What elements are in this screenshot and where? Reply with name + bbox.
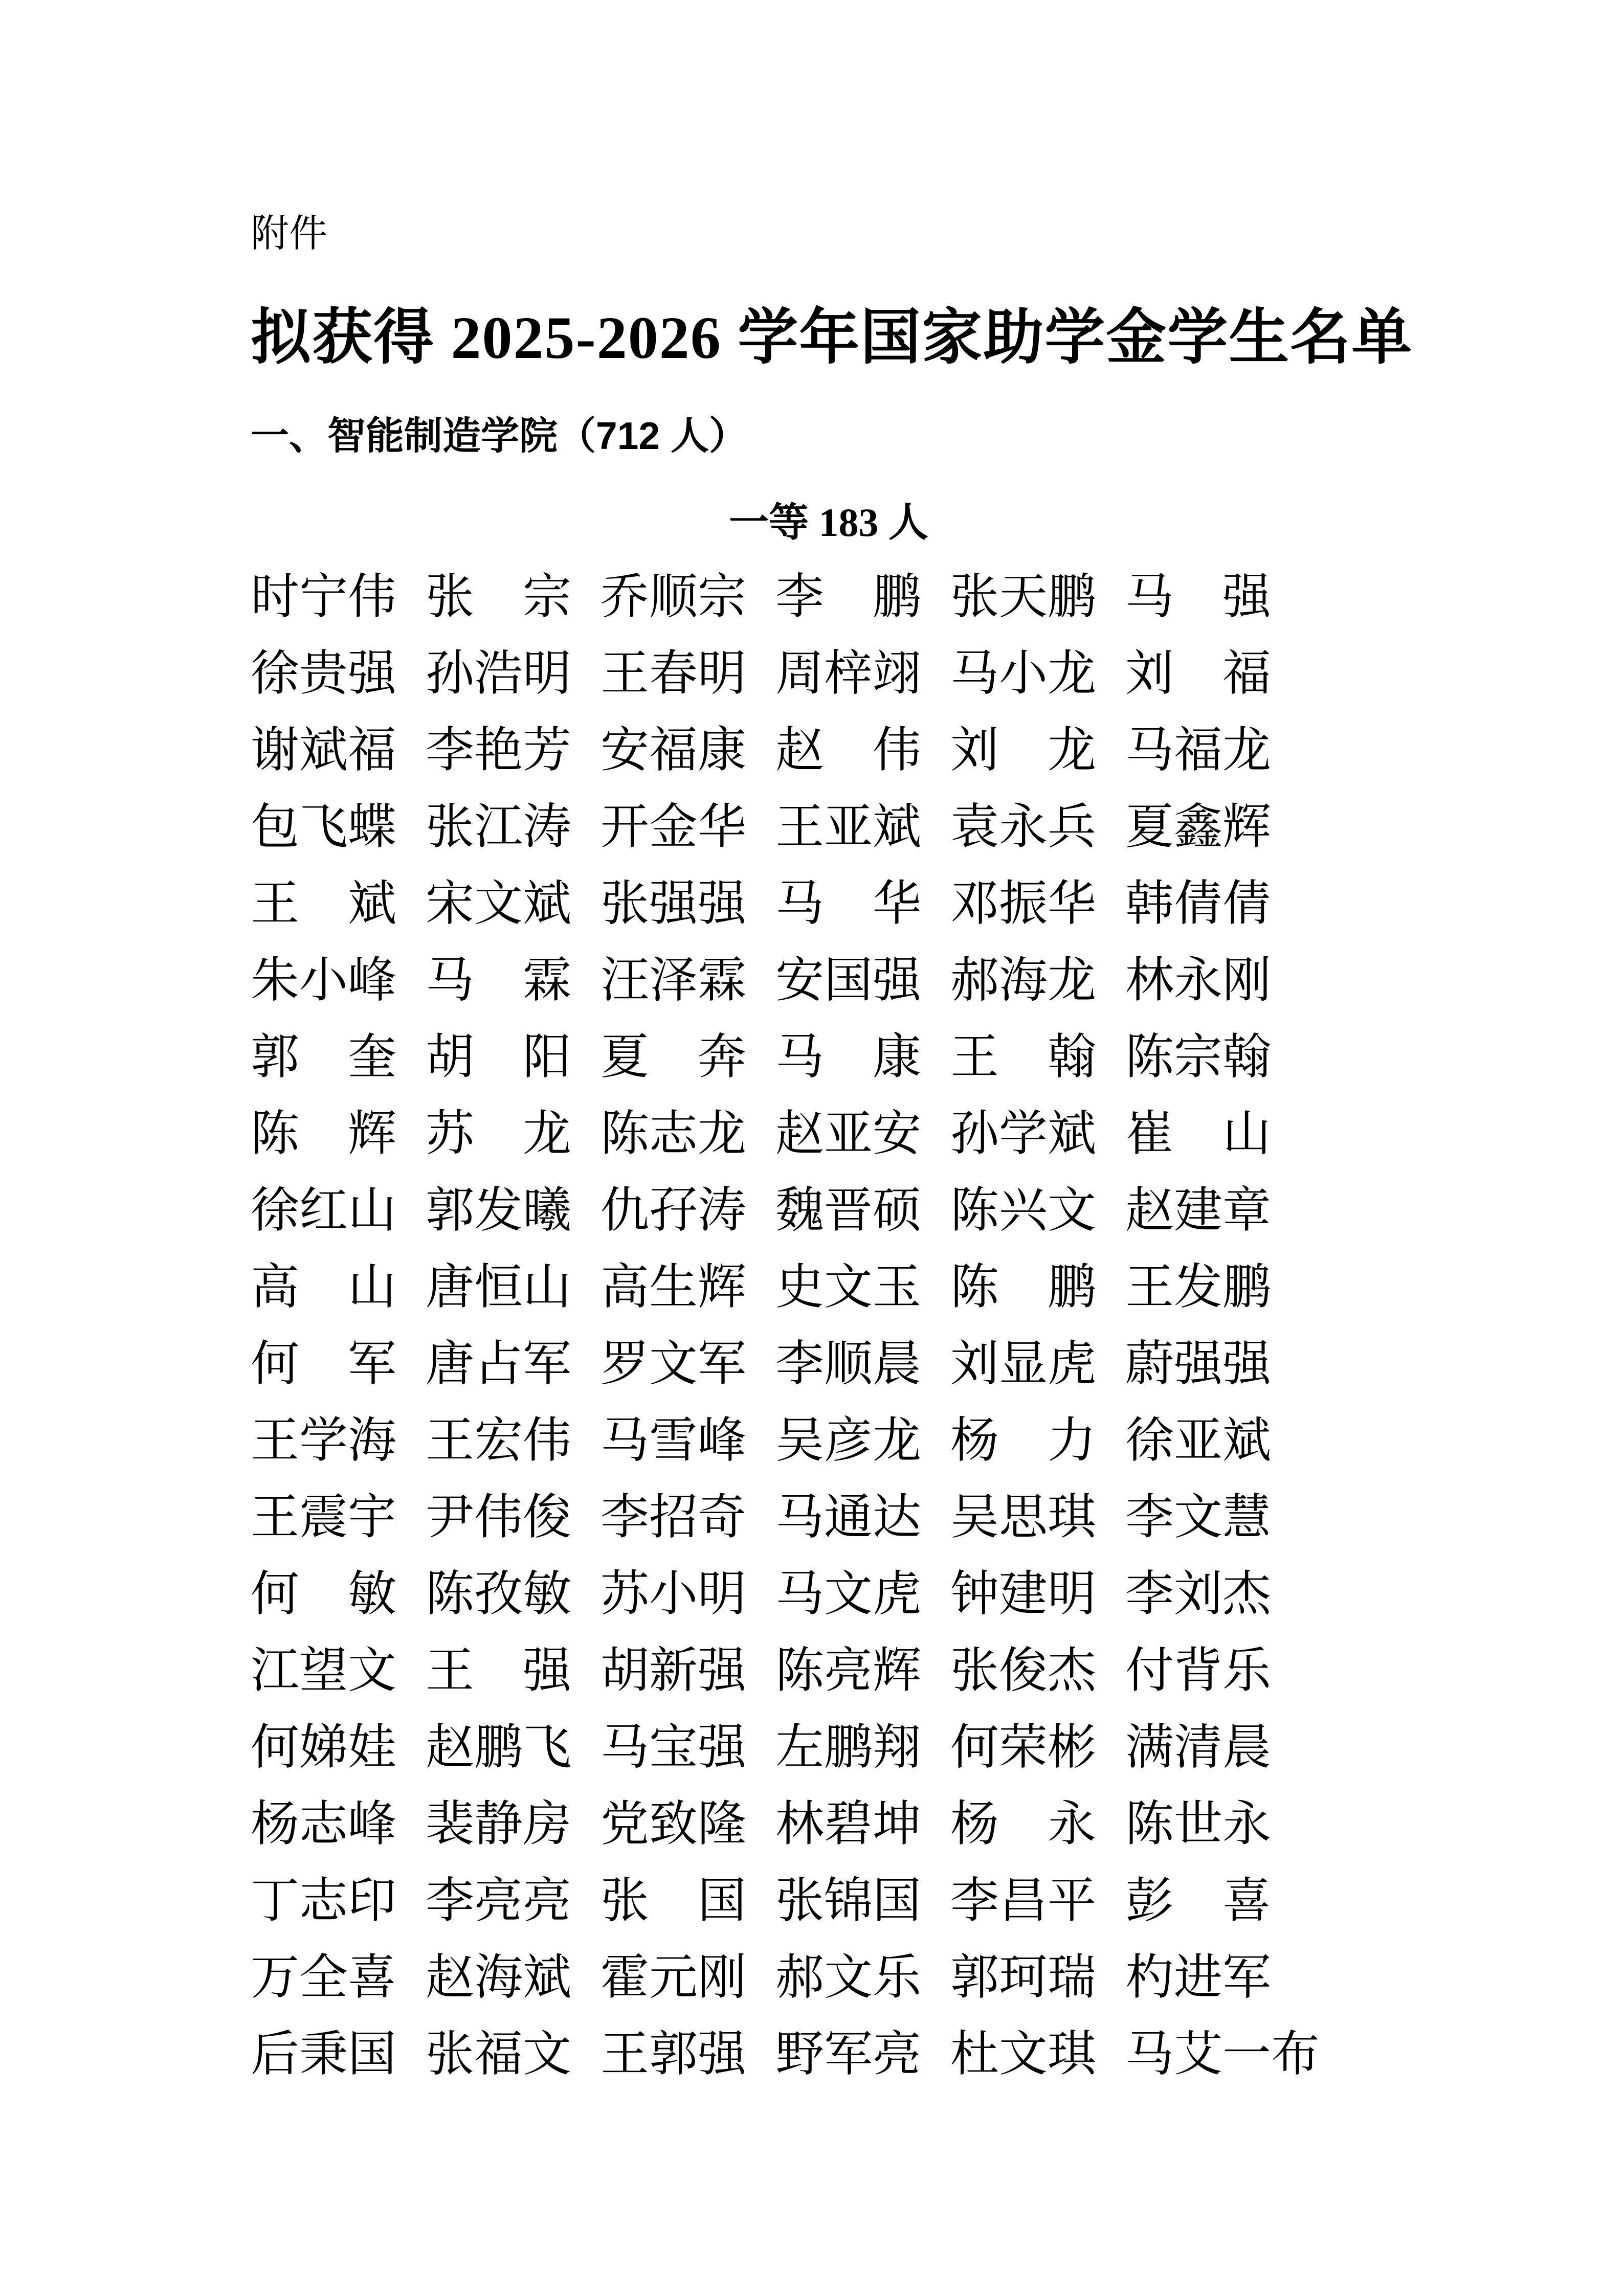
student-name: 赵鹏飞 bbox=[426, 1720, 572, 1775]
roster-row bbox=[251, 2016, 1407, 2092]
student-name: 张福文 bbox=[426, 2027, 572, 2082]
student-name: 吴思琪 bbox=[950, 1490, 1097, 1545]
student-name: 李鹏 bbox=[775, 570, 921, 624]
student-name: 王强 bbox=[426, 1644, 571, 1698]
student-name: 汪泽霖 bbox=[600, 953, 747, 1008]
student-name: 徐红山 bbox=[251, 1183, 397, 1238]
student-name: 王宏伟 bbox=[426, 1413, 572, 1468]
roster-row bbox=[251, 1402, 1407, 1479]
student-name: 林永刚 bbox=[1125, 953, 1272, 1008]
student-name: 李文慧 bbox=[1125, 1490, 1272, 1545]
student-name: 韩倩倩 bbox=[1125, 876, 1272, 931]
student-name: 李艳芳 bbox=[426, 723, 572, 778]
student-name: 高生辉 bbox=[600, 1260, 747, 1315]
student-name: 陈亮辉 bbox=[775, 1644, 922, 1698]
student-name: 夏鑫辉 bbox=[1125, 800, 1272, 854]
student-name: 马强 bbox=[1125, 570, 1271, 624]
student-name: 陈辉 bbox=[251, 1107, 396, 1161]
student-name: 苏龙 bbox=[426, 1107, 571, 1161]
student-name: 刘福 bbox=[1125, 646, 1271, 701]
student-name: 安国强 bbox=[775, 953, 922, 1008]
tier-heading: 一等 183 人 bbox=[728, 500, 928, 545]
student-name: 宋文斌 bbox=[426, 876, 572, 931]
student-name: 何娣娃 bbox=[251, 1720, 397, 1775]
student-name: 李刘杰 bbox=[1125, 1567, 1272, 1622]
student-name: 杨永 bbox=[950, 1797, 1096, 1852]
roster-row bbox=[251, 1172, 1407, 1249]
student-name: 王翰 bbox=[950, 1030, 1096, 1085]
student-name: 郝文乐 bbox=[775, 1950, 922, 2005]
roster-row bbox=[251, 712, 1407, 789]
section-heading: 一、智能制造学院（712 人） bbox=[251, 414, 747, 457]
student-name: 孙浩明 bbox=[426, 646, 572, 701]
student-name: 孙学斌 bbox=[950, 1107, 1097, 1161]
document-content bbox=[251, 213, 1413, 2092]
roster-row bbox=[251, 1939, 1407, 2016]
student-name: 王发鹏 bbox=[1125, 1260, 1272, 1315]
student-name: 胡新强 bbox=[600, 1644, 747, 1698]
roster-row bbox=[251, 558, 1407, 635]
student-name: 杨力 bbox=[950, 1413, 1096, 1468]
student-name: 陈宗翰 bbox=[1125, 1030, 1272, 1085]
student-name: 王春明 bbox=[600, 646, 747, 701]
student-name: 马艾一布 bbox=[1125, 2027, 1320, 2082]
student-name: 蔚强强 bbox=[1125, 1337, 1272, 1391]
student-name: 徐贵强 bbox=[251, 646, 397, 701]
student-name: 霍元刚 bbox=[600, 1950, 747, 2005]
student-name: 史文玉 bbox=[775, 1260, 922, 1315]
roster-row bbox=[251, 1709, 1407, 1786]
student-name: 马文虎 bbox=[775, 1567, 922, 1622]
student-name: 魏晋硕 bbox=[775, 1183, 922, 1238]
student-name: 王斌 bbox=[251, 876, 396, 931]
student-name: 付背乐 bbox=[1125, 1644, 1272, 1698]
student-name: 郝海龙 bbox=[950, 953, 1097, 1008]
student-name: 赵亚安 bbox=[775, 1107, 922, 1161]
student-name: 左鹏翔 bbox=[775, 1720, 922, 1775]
student-name: 野军亮 bbox=[775, 2027, 922, 2082]
student-name: 周梓翊 bbox=[775, 646, 922, 701]
student-name: 郭发曦 bbox=[426, 1183, 572, 1238]
student-name: 杓进军 bbox=[1125, 1950, 1272, 2005]
roster-row bbox=[251, 1325, 1407, 1402]
student-name: 唐恒山 bbox=[426, 1260, 572, 1315]
student-name: 刘龙 bbox=[950, 723, 1096, 778]
student-name: 张俊杰 bbox=[950, 1644, 1097, 1698]
student-name: 高山 bbox=[251, 1260, 396, 1315]
student-name: 万全喜 bbox=[251, 1950, 397, 2005]
student-name: 马康 bbox=[775, 1030, 921, 1085]
student-name: 钟建明 bbox=[950, 1567, 1097, 1622]
student-name: 何军 bbox=[251, 1337, 396, 1391]
student-name: 赵伟 bbox=[775, 723, 921, 778]
student-name: 马小龙 bbox=[950, 646, 1097, 701]
student-name: 林碧坤 bbox=[775, 1797, 922, 1852]
student-name: 王亚斌 bbox=[775, 800, 922, 854]
student-name: 杜文琪 bbox=[950, 2027, 1097, 2082]
student-name: 夏奔 bbox=[600, 1030, 746, 1085]
student-name: 郭奎 bbox=[251, 1030, 396, 1085]
student-name: 邓振华 bbox=[950, 876, 1097, 931]
roster-row bbox=[251, 1862, 1407, 1939]
student-name: 尹伟俊 bbox=[426, 1490, 572, 1545]
student-name: 杨志峰 bbox=[251, 1797, 397, 1852]
roster-row bbox=[251, 1786, 1407, 1862]
roster-row bbox=[251, 1095, 1407, 1172]
student-name: 丁志印 bbox=[251, 1874, 397, 1928]
student-name: 谢斌福 bbox=[251, 723, 397, 778]
student-name: 袁永兵 bbox=[950, 800, 1097, 854]
student-name: 马福龙 bbox=[1125, 723, 1272, 778]
student-name: 陈鹏 bbox=[950, 1260, 1096, 1315]
student-name: 陈志龙 bbox=[600, 1107, 747, 1161]
student-name: 何荣彬 bbox=[950, 1720, 1097, 1775]
student-name: 后秉国 bbox=[251, 2027, 397, 2082]
student-name: 吴彦龙 bbox=[775, 1413, 922, 1468]
student-name: 乔顺宗 bbox=[600, 570, 747, 624]
student-name: 彭喜 bbox=[1125, 1874, 1271, 1928]
student-name: 陈兴文 bbox=[950, 1183, 1097, 1238]
student-name: 马通达 bbox=[775, 1490, 922, 1545]
student-name: 陈孜敏 bbox=[426, 1567, 572, 1622]
student-name: 张江涛 bbox=[426, 800, 572, 854]
student-name: 李亮亮 bbox=[426, 1874, 572, 1928]
student-name: 党致隆 bbox=[600, 1797, 747, 1852]
student-name: 徐亚斌 bbox=[1125, 1413, 1272, 1468]
student-name: 仇孖涛 bbox=[600, 1183, 747, 1238]
roster-row bbox=[251, 942, 1407, 1019]
student-name: 罗文军 bbox=[600, 1337, 747, 1391]
student-name: 开金华 bbox=[600, 800, 747, 854]
student-name: 张锦国 bbox=[775, 1874, 922, 1928]
student-name: 胡阳 bbox=[426, 1030, 571, 1085]
attachment-label: 附件 bbox=[251, 213, 328, 255]
student-name: 马霖 bbox=[426, 953, 571, 1008]
student-name: 李顺晨 bbox=[775, 1337, 922, 1391]
student-name: 包飞蝶 bbox=[251, 800, 397, 854]
student-name: 何敏 bbox=[251, 1567, 396, 1622]
roster-row bbox=[251, 1479, 1407, 1556]
roster-row bbox=[251, 635, 1407, 712]
student-name: 陈世永 bbox=[1125, 1797, 1272, 1852]
roster-row bbox=[251, 1556, 1407, 1632]
student-name: 张天鹏 bbox=[950, 570, 1097, 624]
roster-row bbox=[251, 865, 1407, 942]
student-name: 江望文 bbox=[251, 1644, 397, 1698]
student-name: 李招奇 bbox=[600, 1490, 747, 1545]
roster-row bbox=[251, 789, 1407, 865]
student-name: 苏小明 bbox=[600, 1567, 747, 1622]
student-name: 赵海斌 bbox=[426, 1950, 572, 2005]
student-name: 满清晨 bbox=[1125, 1720, 1272, 1775]
student-name: 赵建章 bbox=[1125, 1183, 1272, 1238]
student-name: 张国 bbox=[600, 1874, 746, 1928]
page-title: 拟获得 2025-2026 学年国家助学金学生名单 bbox=[251, 304, 1413, 371]
name-grid bbox=[251, 558, 1407, 2092]
student-name: 张强强 bbox=[600, 876, 747, 931]
student-name: 王学海 bbox=[251, 1413, 397, 1468]
roster-row bbox=[251, 1019, 1407, 1095]
student-name: 马华 bbox=[775, 876, 921, 931]
student-name: 王震宇 bbox=[251, 1490, 397, 1545]
student-name: 裴静房 bbox=[426, 1797, 572, 1852]
student-name: 安福康 bbox=[600, 723, 747, 778]
roster-row bbox=[251, 1632, 1407, 1709]
student-name: 张宗 bbox=[426, 570, 571, 624]
student-name: 郭珂瑞 bbox=[950, 1950, 1097, 2005]
student-name: 朱小峰 bbox=[251, 953, 397, 1008]
roster-row bbox=[251, 1249, 1407, 1325]
student-name: 唐占军 bbox=[426, 1337, 572, 1391]
student-name: 王郭强 bbox=[600, 2027, 747, 2082]
student-name: 马雪峰 bbox=[600, 1413, 747, 1468]
student-name: 李昌平 bbox=[950, 1874, 1097, 1928]
student-name: 刘显虎 bbox=[950, 1337, 1097, 1391]
student-name: 马宝强 bbox=[600, 1720, 747, 1775]
student-name: 崔山 bbox=[1125, 1107, 1271, 1161]
student-name: 时宁伟 bbox=[251, 570, 397, 624]
